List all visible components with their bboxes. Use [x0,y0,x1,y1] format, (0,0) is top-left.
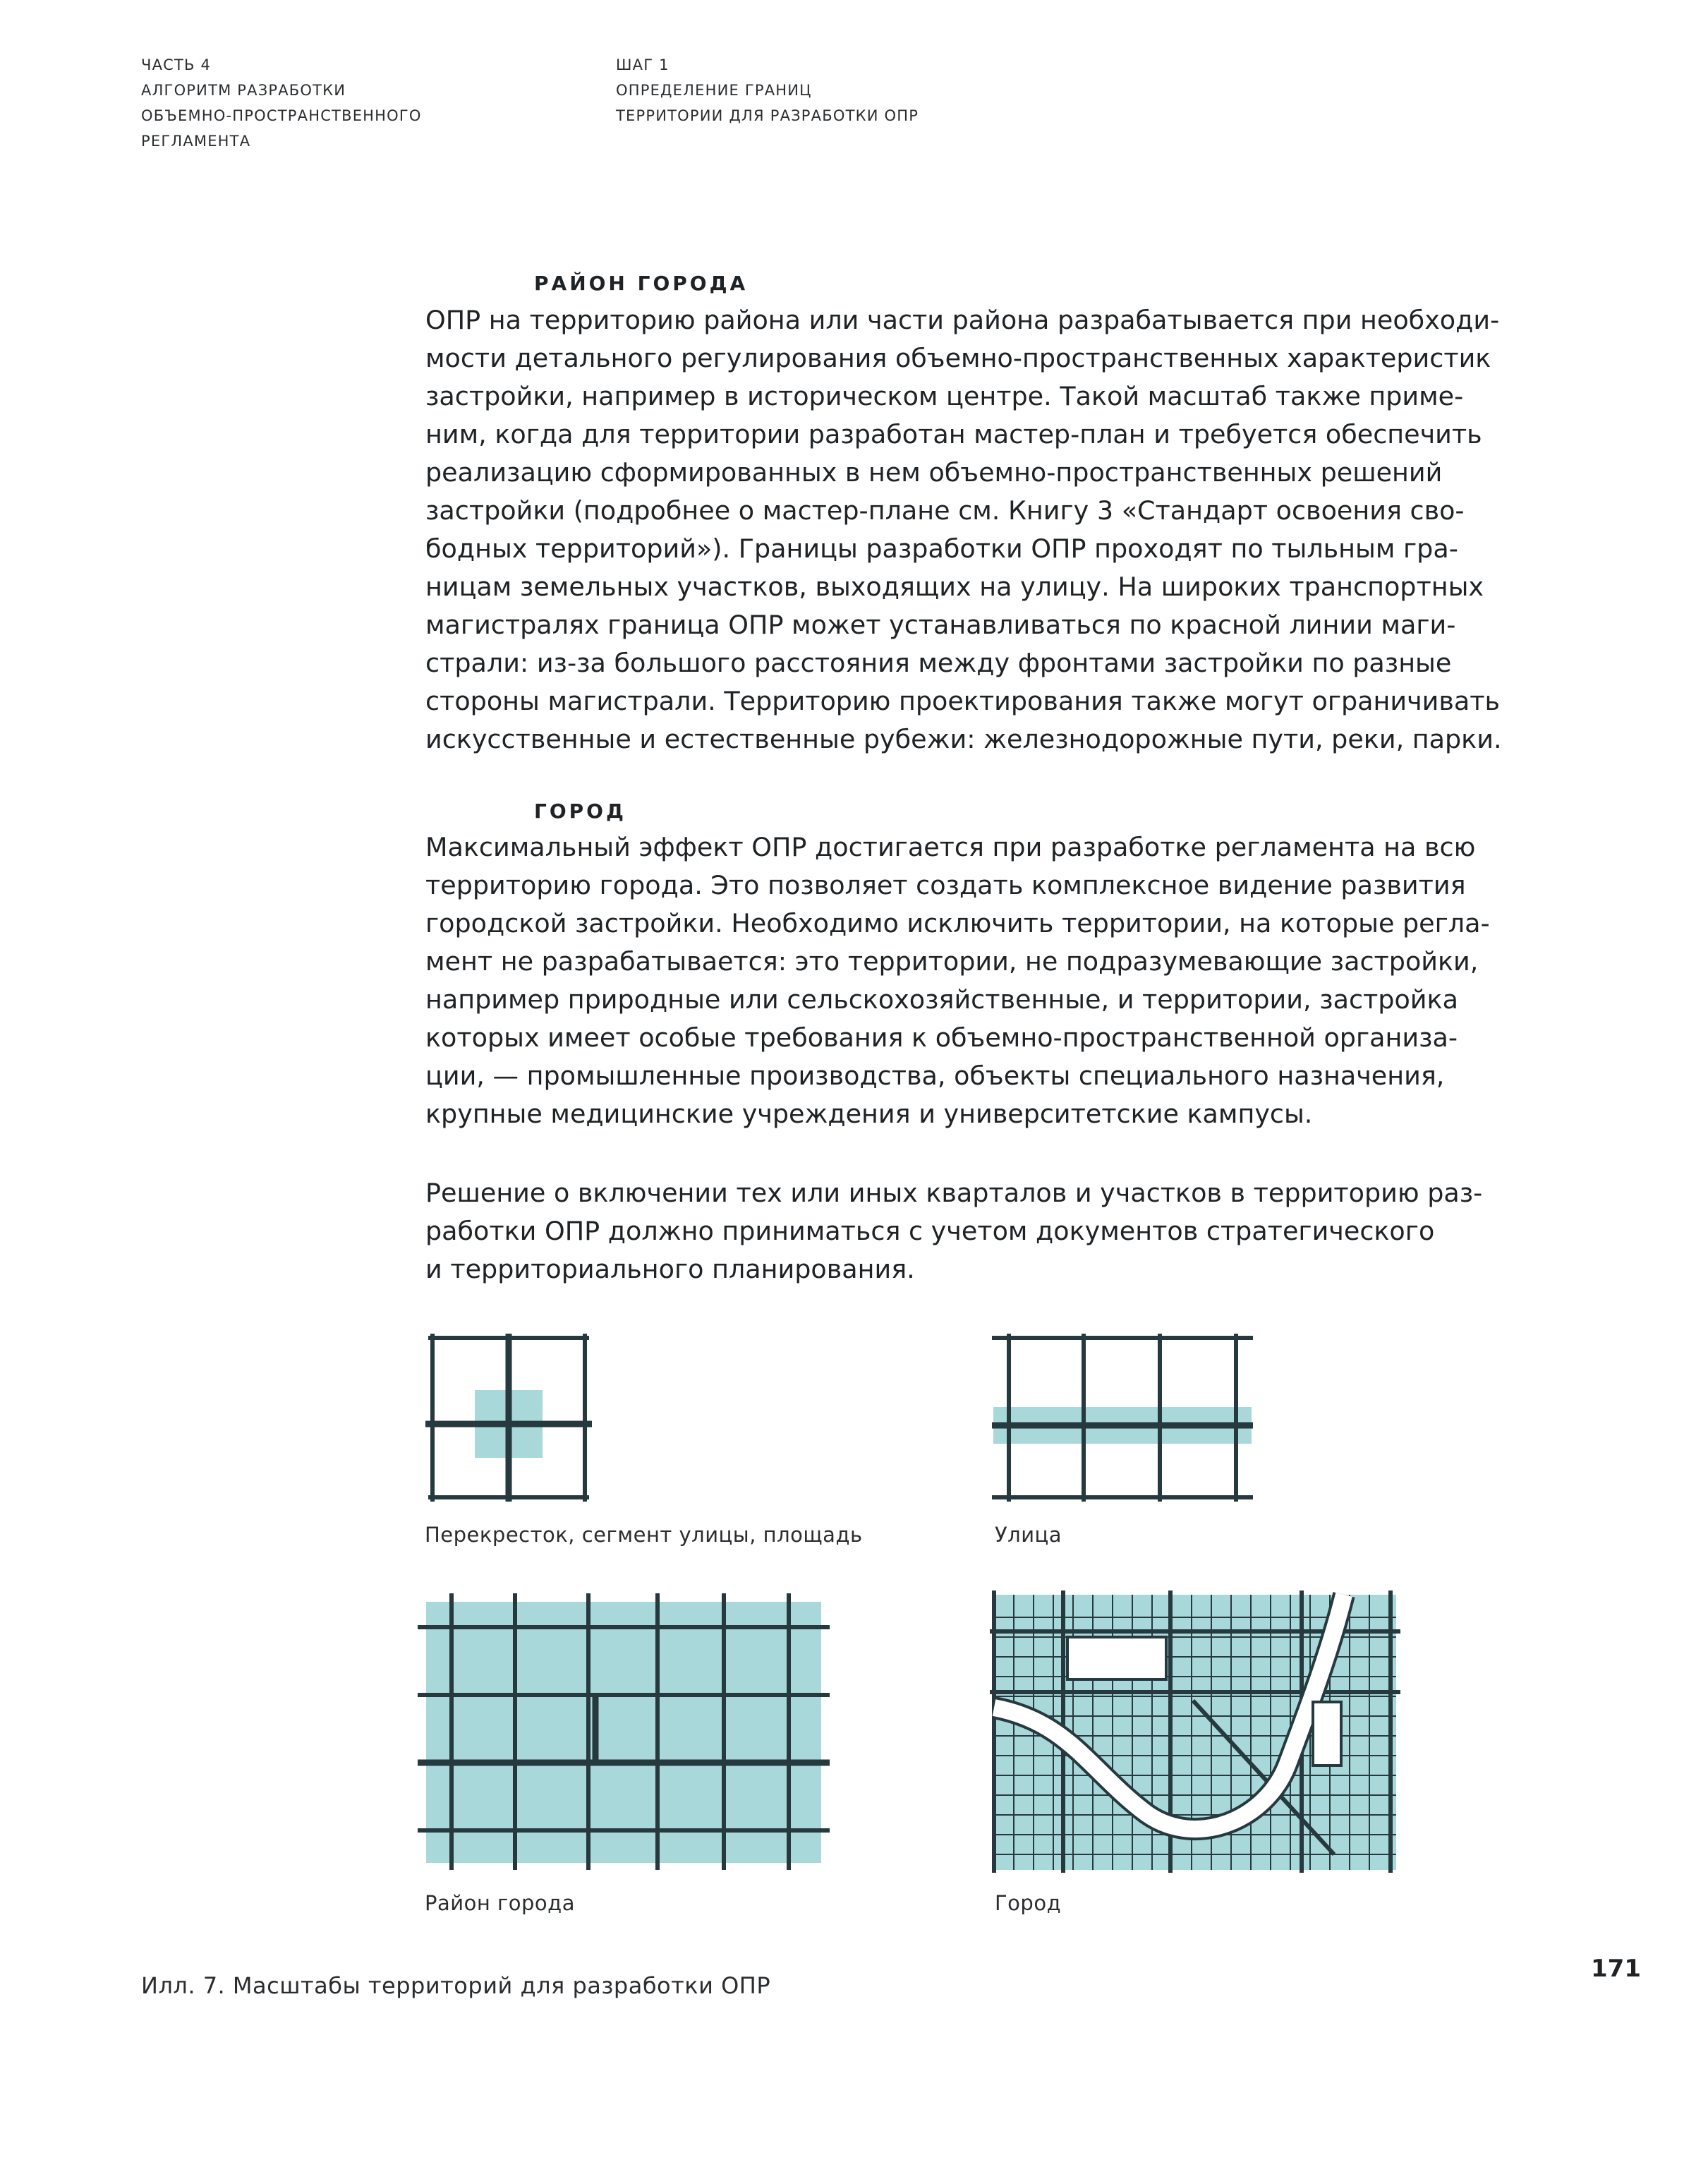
text-line: магистралях граница ОПР может устанавливаться по красной линии маги- [425,610,1456,640]
text-line: которых имеет особые требования к объемно-пространственной организа- [425,1022,1458,1053]
text-line: застройки, например в историческом центре. Такой масштаб также приме- [425,381,1464,411]
city-diagram [984,1588,1407,1877]
text-line: страли: из-за большого расстояния между фронтами застройки по разные [425,648,1452,678]
paragraph-city [425,828,1582,1133]
figure-label-street: Улица [995,1523,1062,1547]
header-line: ТЕРРИТОРИИ ДЛЯ РАЗРАБОТКИ ОПР [616,107,919,124]
text-line: крупные медицинские учреждения и университетские кампусы. [425,1099,1313,1129]
intersection-diagram [420,1334,603,1517]
running-header-left [141,52,422,154]
text-line: застройки (подробнее о мастер-плане см. Книгу 3 «Стандарт освоения сво- [425,495,1465,526]
street-diagram [988,1334,1256,1517]
text-line: мент не разрабатывается: это территории, не подразумевающие застройки, [425,946,1479,977]
header-line: ЧАСТЬ 4 [141,56,212,73]
text-line: ницам земельных участков, выходящих на улицу. На широких транспортных [425,572,1484,602]
section-heading-city: ГОРОД [534,799,626,823]
text-line: Максимальный эффект ОПР достигается при разработке регламента на всю [425,832,1476,862]
text-line: работки ОПР должно приниматься с учетом документов стратегического [425,1216,1435,1246]
excluded-area [1313,1702,1341,1765]
figure-caption: Илл. 7. Масштабы территорий для разработки ОПР [141,1972,771,1999]
header-line: АЛГОРИТМ РАЗРАБОТКИ [141,82,346,99]
text-line: Решение о включении тех или иных кварталов и участков в территорию раз- [425,1178,1483,1208]
text-line: ции, — промышленные производства, объекты специального назначения, [425,1061,1445,1091]
excluded-area [1067,1637,1166,1679]
text-line: бодных территорий»). Границы разработки ОПР проходят по тыльным гра- [425,533,1458,564]
text-line: и территориального планирования. [425,1254,915,1284]
paragraph-decision [425,1174,1582,1288]
section-heading-district: РАЙОН ГОРОДА [534,272,749,295]
page-number: 171 [1591,1955,1641,1983]
text-line: искусственные и естественные рубежи: железнодорожные пути, реки, парки. [425,724,1502,754]
text-line: мости детального регулирования объемно-пространственных характеристик [425,343,1491,373]
text-line: ОПР на территорию района или части района разрабатывается при необходи- [425,305,1500,335]
header-line: РЕГЛАМЕНТА [141,133,251,150]
district-diagram [416,1588,840,1870]
figure-label-city: Город [995,1891,1062,1915]
text-line: реализацию сформированных в нем объемно-пространственных решений [425,457,1443,488]
text-line: стороны магистрали. Территорию проектирования также могут ограничивать [425,686,1501,716]
text-line: городской застройки. Необходимо исключить территории, на которые регла- [425,908,1490,938]
text-line: ним, когда для территории разработан мастер-план и требуется обеспечить [425,419,1482,449]
text-line: например природные или сельскохозяйственные, и территории, застройка [425,984,1458,1015]
paragraph-district [425,301,1582,759]
header-line: ШАГ 1 [616,56,670,73]
running-header-right [616,52,919,128]
text-line: территорию города. Это позволяет создать комплексное видение развития [425,870,1466,900]
header-line: ОПРЕДЕЛЕНИЕ ГРАНИЦ [616,82,812,99]
figure-label-intersection: Перекресток, сегмент улицы, площадь [425,1523,863,1547]
figure-label-district: Район города [425,1891,575,1915]
header-line: ОБЪЕМНО-ПРОСТРАНСТВЕННОГО [141,107,422,124]
highlight-area [426,1602,821,1863]
